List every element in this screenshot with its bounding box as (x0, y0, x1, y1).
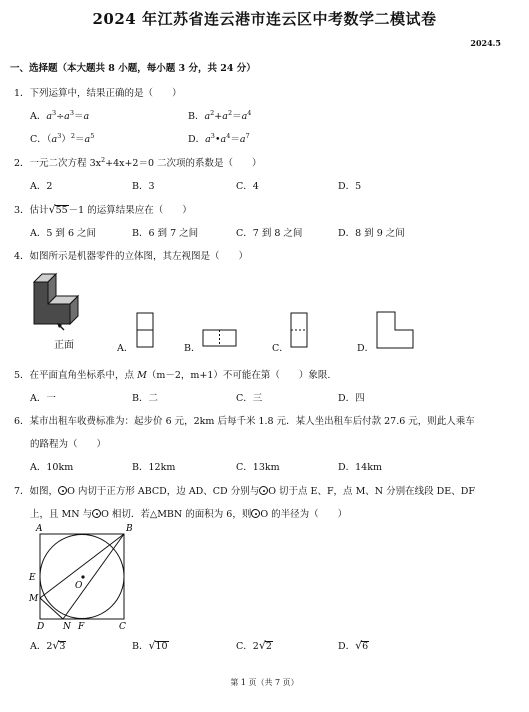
q6-option-c[interactable]: C．13km (236, 462, 280, 473)
question-7-line-1: 7．如图， O 内切于正方形 ABCD，边 AD、CD 分别与 O 切于点 E、F，点 M、N 分别在线段 DE、DF (14, 486, 475, 497)
q4-option-c[interactable]: C． (272, 343, 289, 354)
circle-symbol-icon (251, 509, 260, 518)
circle-symbol-icon (58, 486, 67, 495)
q1-option-a[interactable]: A．$a^3\div a^3=a$ (30, 109, 90, 122)
q3-option-b[interactable]: B．6 到 7 之间 (132, 228, 199, 239)
label-e: E (29, 573, 36, 583)
q7-geometry-figure (26, 522, 136, 632)
label-b: B (126, 524, 133, 534)
question-7-line-2: 上，且 MN 与 O 相切．若△MBN 的面积为 6，则 O 的半径为（ ） (30, 509, 348, 520)
label-f: F (78, 622, 85, 632)
q2-option-a[interactable]: A．2 (30, 181, 53, 192)
machine-part-3d-figure (28, 272, 108, 334)
question-2: 2．一元二次方程 $3x^2+4x+2=0$ 二次项的系数是（ ） (14, 156, 262, 169)
front-view-label: 正面 (54, 340, 74, 351)
label-m: M (29, 594, 39, 604)
label-o: O (75, 581, 83, 591)
q3-option-c[interactable]: C．7 到 8 之间 (236, 228, 303, 239)
q4-option-c-figure (290, 312, 310, 350)
label-a: A (36, 524, 43, 534)
q5-option-a[interactable]: A．一 (30, 393, 56, 404)
question-4: 4．如图所示是机器零件的立体图，其左视图是（ ） (14, 251, 249, 262)
label-n: N (63, 622, 71, 632)
question-5: 5．在平面直角坐标系中，点 M（m－2，m+1）不可能在第（ ）象限. (14, 370, 331, 381)
q6-option-b[interactable]: B．12km (132, 462, 176, 473)
q2-option-d[interactable]: D．5 (338, 181, 362, 192)
exam-date: 2024.5 (470, 38, 501, 48)
page-footer: 第 1 页（共 7 页） (230, 678, 299, 687)
page-title: 2024 年江苏省连云港市连云区中考数学二模试卷 (92, 10, 437, 28)
label-d: D (37, 622, 45, 632)
q4-option-a-figure (136, 312, 156, 350)
question-6-line-2: 的路程为（ ） (30, 439, 107, 450)
q6-option-a[interactable]: A．10km (30, 462, 74, 473)
q2-option-b[interactable]: B．3 (132, 181, 155, 192)
q3-option-a[interactable]: A．5 到 6 之间 (30, 228, 97, 239)
question-1: 1．下列运算中，结果正确的是（ ） (14, 88, 182, 99)
q7-option-a[interactable]: A．2√3 (30, 639, 66, 652)
q1-option-b[interactable]: B．$a^2+a^2=a^4$ (188, 109, 252, 122)
q4-option-b[interactable]: B． (184, 343, 201, 354)
q1-option-c[interactable]: C．$(a^3)^2=a^5$ (30, 132, 95, 145)
q4-option-d-figure (376, 311, 416, 351)
section-title: 一、选择题（本大题共 8 小题，每小题 3 分，共 24 分） (10, 63, 256, 74)
q7-option-b[interactable]: B．√10 (132, 639, 168, 652)
question-3: 3．估计√55－1 的运算结果应在（ ） (14, 203, 192, 216)
q4-option-b-figure (202, 329, 238, 349)
circle-symbol-icon (259, 486, 268, 495)
q5-option-b[interactable]: B．二 (132, 393, 158, 404)
q1-option-d[interactable]: D．$a^3•a^4=a^7$ (188, 132, 250, 145)
label-c: C (119, 622, 126, 632)
circle-symbol-icon (92, 509, 101, 518)
q4-option-d[interactable]: D． (357, 343, 375, 354)
question-6-line-1: 6．某市出租车收费标准为：起步价 6 元，2km 后每千米 1.8 元．某人坐出租车后付款 27.6 元，则此人乘车 (14, 416, 475, 427)
q6-option-d[interactable]: D．14km (338, 462, 382, 473)
q4-option-a[interactable]: A． (117, 343, 134, 354)
q3-option-d[interactable]: D．8 到 9 之间 (338, 228, 405, 239)
q5-option-d[interactable]: D．四 (338, 393, 365, 404)
q7-option-d[interactable]: D．√6 (338, 639, 369, 652)
q5-option-c[interactable]: C．三 (236, 393, 263, 404)
q2-option-c[interactable]: C．4 (236, 181, 259, 192)
q7-option-c[interactable]: C．2√2 (236, 639, 272, 652)
